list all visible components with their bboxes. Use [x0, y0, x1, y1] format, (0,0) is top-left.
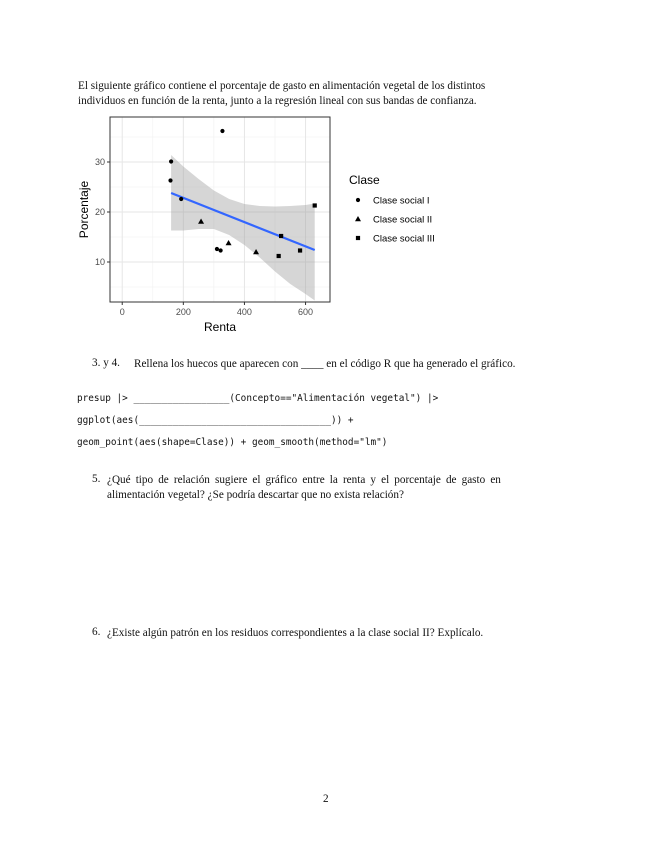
y-tick-label: 20 [94, 207, 105, 217]
intro-line-2: individuos en función de la renta, junto a la regresión lineal con sus bandas de confianza. [78, 95, 477, 107]
code-line-1: presup |> _________________(Concepto=="Alimentación vegetal") |> [77, 393, 439, 404]
legend-label: Clase social I [373, 195, 430, 207]
question-3-4-number: 3. y 4. [92, 357, 120, 369]
data-point [298, 248, 302, 252]
legend-key [356, 198, 360, 202]
legend-title: Clase [349, 173, 380, 187]
question-3-4-text: Rellena los huecos que aparecen con ____ en el código R que ha generado el gráfico. [134, 358, 516, 370]
x-tick-label: 400 [236, 307, 252, 317]
data-point [219, 248, 223, 252]
data-point [169, 159, 173, 163]
data-point [179, 197, 183, 201]
question-5-number: 5. [92, 473, 101, 485]
data-point [279, 234, 283, 238]
x-tick-label: 200 [175, 307, 191, 317]
legend-key [355, 216, 361, 221]
legend-key [356, 236, 360, 240]
question-5-line-1: ¿Qué tipo de relación sugiere el gráfico entre la renta y el porcentaje de gasto en [107, 474, 501, 486]
legend-label: Clase social III [373, 233, 435, 245]
data-point [313, 203, 317, 207]
scatter-chart [70, 112, 520, 337]
x-tick-label: 0 [119, 307, 125, 317]
intro-line-1: El siguiente gráfico contiene el porcentaje de gasto en alimentación vegetal de los distintos [78, 80, 486, 92]
y-axis-title: Porcentaje [77, 180, 91, 239]
page-number: 2 [323, 793, 329, 805]
data-point [215, 247, 219, 251]
data-point [168, 178, 172, 182]
data-point [220, 129, 224, 133]
question-5-line-2: alimentación vegetal? ¿Se podría descartar que no exista relación? [107, 489, 404, 501]
x-tick-label: 600 [298, 307, 314, 317]
code-line-2: ggplot(aes(__________________________________)) + [77, 415, 354, 426]
question-6-number: 6. [92, 626, 101, 638]
question-6-text: ¿Existe algún patrón en los residuos correspondientes a la clase social II? Explícalo. [107, 627, 484, 639]
code-line-3: geom_point(aes(shape=Clase)) + geom_smooth(method="lm") [77, 437, 388, 448]
y-tick-label: 10 [94, 257, 105, 267]
data-point [277, 254, 281, 258]
x-axis-title: Renta [203, 320, 237, 334]
legend-label: Clase social II [373, 214, 433, 226]
y-tick-label: 30 [94, 157, 105, 167]
